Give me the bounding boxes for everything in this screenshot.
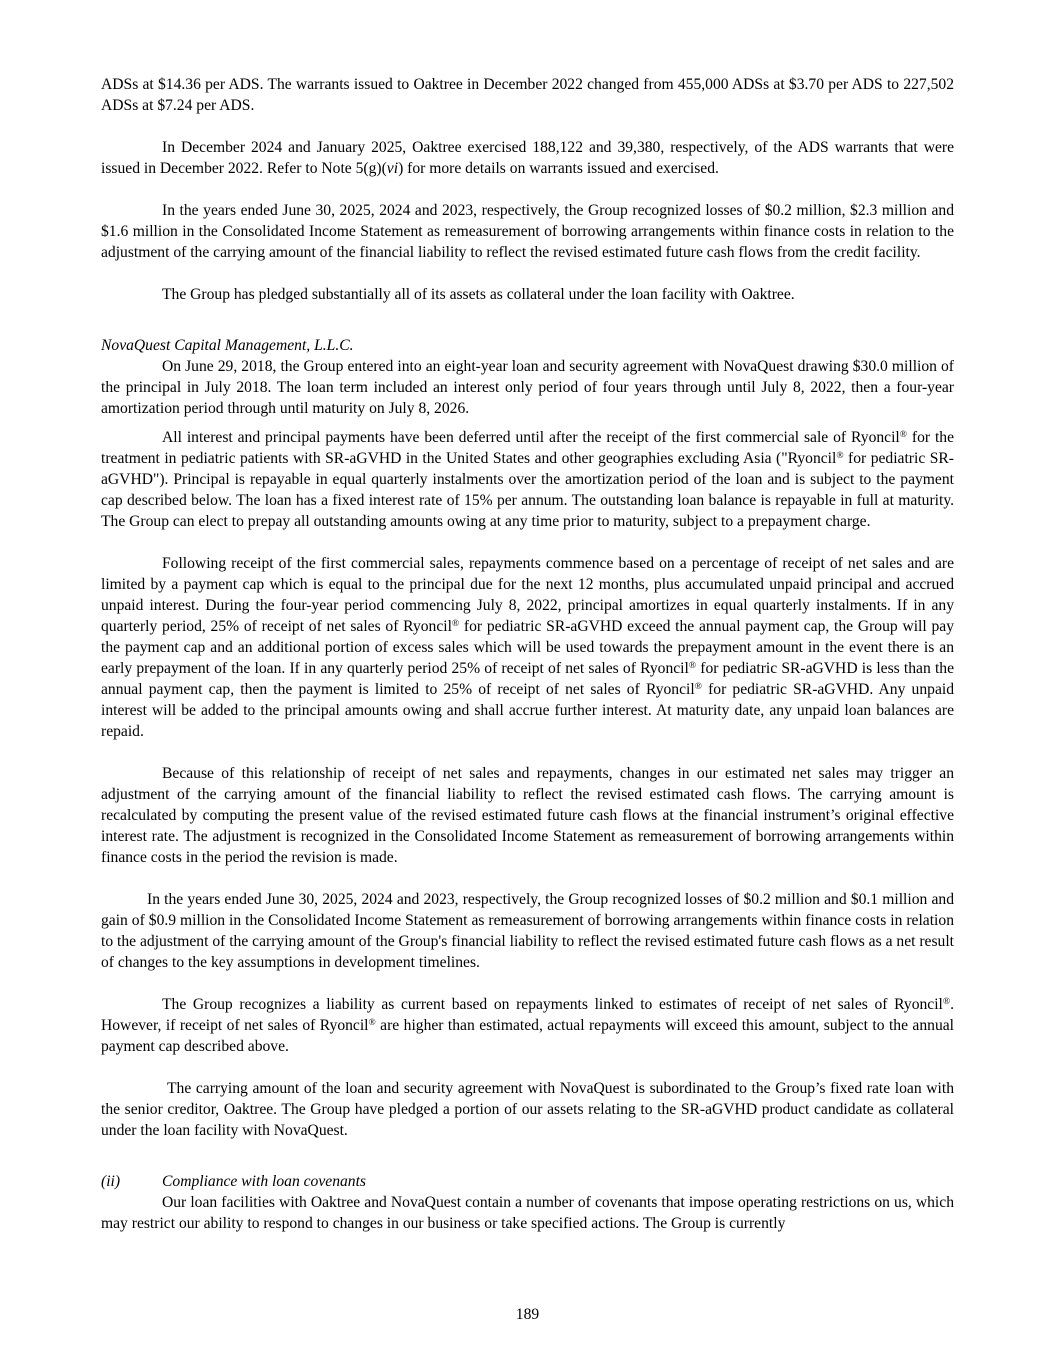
- paragraph-covenants: Our loan facilities with Oaktree and NovaQuest contain a number of covenants that impose operating restrictions on us, which may restrict our ability to respond to changes in our business or take specified actions. The Group is currently: [101, 1194, 954, 1232]
- subsection-number: (ii): [101, 1173, 121, 1190]
- registered-mark: ®: [451, 619, 460, 629]
- registered-mark: ®: [368, 1018, 376, 1028]
- text: In December 2024 and January 2025, Oaktree exercised 188,122 and 39,380, respectively, of the ADS warrants that were issued in December 2022. Refer to Note 5(g)(: [101, 139, 954, 177]
- section-heading-novaquest: NovaQuest Capital Management, L.L.C.: [101, 337, 354, 354]
- paragraph-warrants-exercised: [101, 137, 954, 179]
- registered-mark: ®: [836, 451, 844, 461]
- text: ) for more details on warrants issued and exercised.: [398, 160, 719, 177]
- text: The Group recognizes a liability as current based on repayments linked to estimates of receipt of net sales of Ryoncil: [162, 996, 943, 1013]
- registered-mark: ®: [899, 430, 907, 440]
- text: are higher than estimated, actual repayments will exceed this amount, subject to the annual payment cap described above.: [101, 1017, 954, 1055]
- paragraph-repayments: [101, 553, 954, 742]
- text-italic: vi: [386, 160, 399, 177]
- text: . However, if receipt of net sales of Ryoncil: [101, 996, 954, 1034]
- registered-mark: ®: [694, 682, 702, 692]
- registered-mark: ®: [688, 661, 697, 671]
- paragraph-oaktree-remeasurement: In the years ended June 30, 2025, 2024 and 2023, respectively, the Group recognized losses of $0.2 million, $2.3 million and $1.6 million in the Consolidated Income Statement as remeasurement of borrowing arrangements within finance costs in relation to the adjustment of the carrying amount of the financial liability to reflect the revised estimated future cash flows from the credit facility.: [101, 202, 954, 261]
- subsection-title: Compliance with loan covenants: [162, 1173, 366, 1190]
- text: Following receipt of the first commercial sales, repayments commence based on a percentage of receipt of net sales and are limited by a payment cap which is equal to the principal due for the next 12 months, plus accumulated unpaid principal and accrued unpaid interest. During the four-year period commencing July 8, 2022, principal amortizes in equal quarterly instalments. If in any quarterly period, 25% of receipt of net sales of Ryoncil: [101, 555, 954, 635]
- text: for pediatric SR-aGVHD exceed the annual payment cap, the Group will pay the payment cap and an additional portion of excess sales which will be used towards the prepayment amount in the event there is an early prepayment of the loan. If in any quarterly period 25% of receipt of net sales of Ryoncil: [101, 618, 954, 677]
- registered-mark: ®: [942, 997, 951, 1007]
- paragraph-carrying-amount: Because of this relationship of receipt of net sales and repayments, changes in our estimated net sales may trigger an adjustment of the carrying amount of the financial liability to reflect the revised estimated cash flows. The carrying amount is recalculated by computing the present value of the revised estimated future cash flows at the financial instrument’s original effective interest rate. The adjustment is recognized in the Consolidated Income Statement as remeasurement of borrowing arrangements within finance costs in the period the revision is made.: [101, 765, 954, 866]
- paragraph-warrants-change: ADSs at $14.36 per ADS. The warrants issued to Oaktree in December 2022 changed from 455,000 ADSs at $3.70 per ADS to 227,502 ADSs at $7.24 per ADS.: [101, 76, 954, 114]
- text: for pediatric SR-aGVHD. Any unpaid interest will be added to the principal amounts owing and shall accrue further interest. At maturity date, any unpaid loan balances are repaid.: [101, 681, 955, 740]
- page-content: [101, 74, 954, 1234]
- text: for the treatment in pediatric patients with SR-aGVHD in the United States and other geographies excluding Asia ("Ryoncil: [101, 429, 955, 467]
- paragraph-novaquest-remeasurement: In the years ended June 30, 2025, 2024 and 2023, respectively, the Group recognized losses of $0.2 million and $0.1 million and gain of $0.9 million in the Consolidated Income Statement as remeasurement of borrowing arrangements within finance costs in relation to the adjustment of the carrying amount of the Group's financial liability to reflect the revised estimated future cash flows as a net result of changes to the key assumptions in development timelines.: [101, 891, 954, 971]
- paragraph-novaquest-agreement: On June 29, 2018, the Group entered into an eight-year loan and security agreement with NovaQuest drawing $30.0 million of the principal in July 2018. The loan term included an interest only period of four years through until July 8, 2022, then a four-year amortization period through until maturity on July 8, 2026.: [101, 358, 954, 417]
- paragraph-novaquest-deferral: [101, 427, 954, 532]
- paragraph-current-liability: [101, 994, 954, 1057]
- text: All interest and principal payments have been deferred until after the receipt of the first commercial sale of Ryoncil: [162, 429, 900, 446]
- paragraph-subordination: The carrying amount of the loan and security agreement with NovaQuest is subordinated to the Group’s fixed rate loan with the senior creditor, Oaktree. The Group have pledged a portion of our assets relating to the SR-aGVHD product candidate as collateral under the loan facility with NovaQuest.: [101, 1080, 954, 1139]
- page-number: 189: [515, 1306, 540, 1323]
- paragraph-oaktree-collateral: The Group has pledged substantially all of its assets as collateral under the loan facility with Oaktree.: [162, 286, 795, 303]
- text: for pediatric SR-aGVHD"). Principal is repayable in equal quarterly instalments over the amortization period of the loan and is subject to the payment cap described below. The loan has a fixed interest rate of 15% per annum. The outstanding loan balance is repayable in full at maturity. The Group can elect to prepay all outstanding amounts owing at any time prior to maturity, subject to a prepayment charge.: [101, 450, 954, 530]
- subsection-heading-covenants: [101, 1171, 954, 1192]
- text: for pediatric SR-aGVHD is less than the annual payment cap, then the payment is limited to 25% of receipt of net sales of Ryoncil: [101, 660, 954, 698]
